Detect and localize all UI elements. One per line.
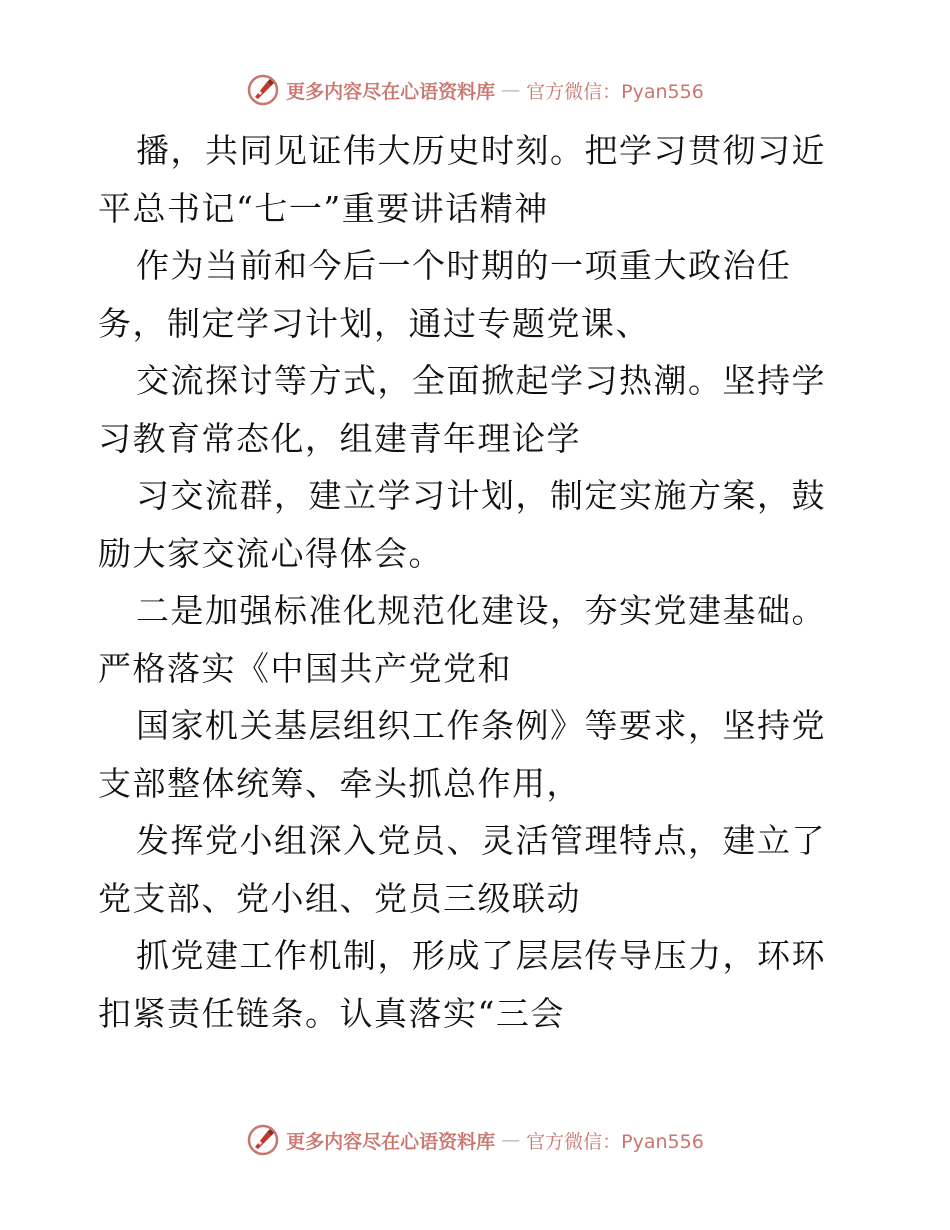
watermark-dash: — [501,1129,521,1151]
watermark-text: 更多内容尽在心语资料库 [286,80,496,103]
watermark-text: 更多内容尽在心语资料库 [286,1130,496,1153]
footer-watermark [0,1120,950,1160]
pen-nib-logo-icon [246,73,280,107]
pen-nib-logo-icon [246,1123,280,1157]
watermark-dash: — [501,79,521,101]
header-watermark [0,70,950,110]
paragraph: 发挥党小组深入党员、灵活管理特点，建立了党支部、党小组、党员三级联动 [98,821,826,918]
paragraph: 抓党建工作机制，形成了层层传导压力，环环扣紧责任链条。认真落实“三会 [98,936,826,1033]
document-body [98,122,858,1042]
paragraph: 二是加强标准化规范化建设，夯实党建基础。严格落实《中国共产党党和 [98,591,826,688]
paragraph: 交流探讨等方式，全面掀起学习热潮。坚持学习教育常态化，组建青年理论学 [98,361,826,458]
watermark-contact: 官方微信：Pyan556 [526,1130,704,1153]
paragraph: 播，共同见证伟大历史时刻。把学习贯彻习近平总书记“七一”重要讲话精神 [98,131,826,228]
paragraph: 习交流群，建立学习计划，制定实施方案，鼓励大家交流心得体会。 [98,476,826,573]
watermark-contact: 官方微信：Pyan556 [526,80,704,103]
paragraph: 国家机关基层组织工作条例》等要求，坚持党支部整体统筹、牵头抓总作用， [98,706,826,803]
paragraph: 作为当前和今后一个时期的一项重大政治任务，制定学习计划，通过专题党课、 [98,246,792,343]
